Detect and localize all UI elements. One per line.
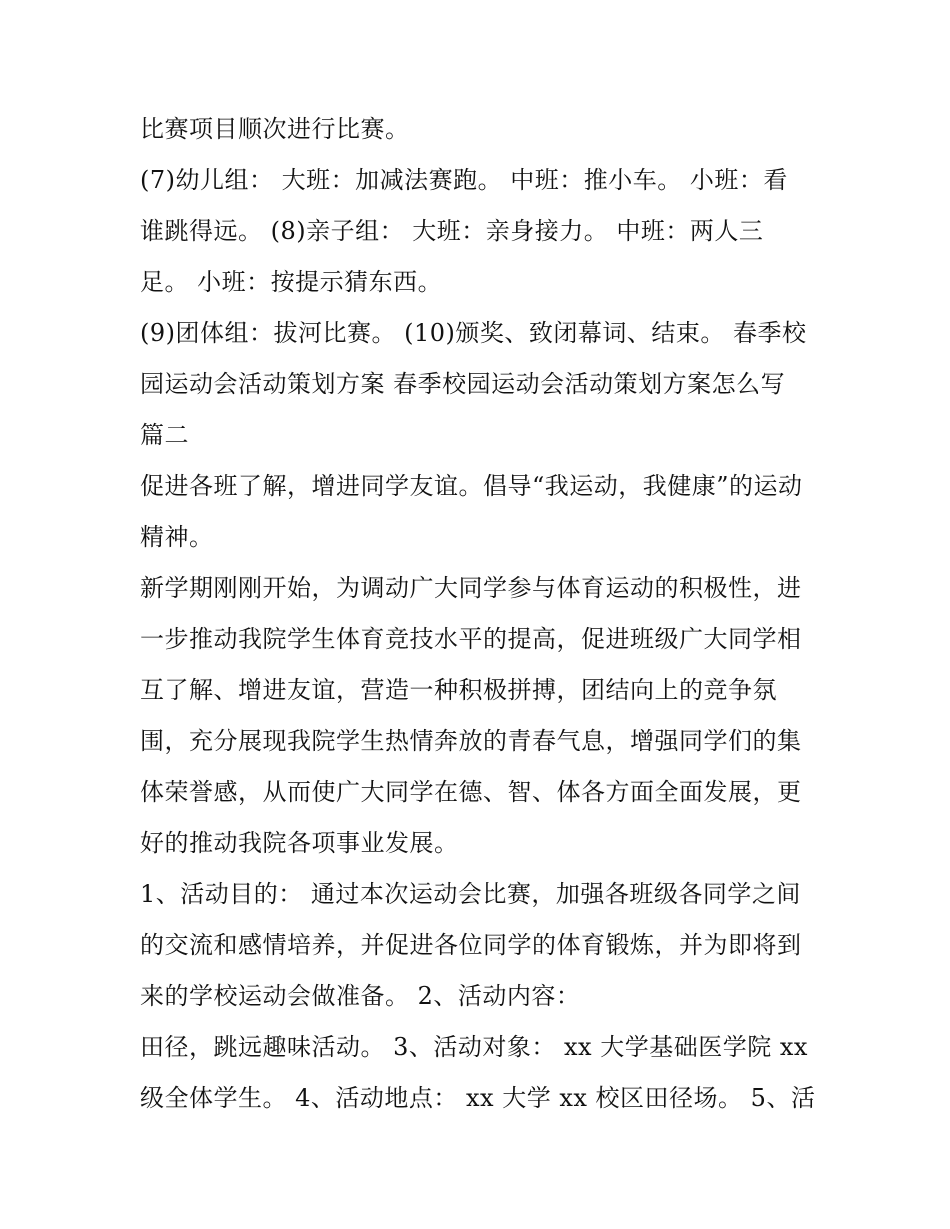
text-line: 围，充分展现我院学生热情奔放的青春气息，增强同学们的集	[140, 727, 802, 755]
text-line: 篇二	[140, 421, 189, 449]
text-line: 来的学校运动会做准备。 2、活动内容：	[140, 982, 581, 1010]
text-line: 新学期刚刚开始，为调动广大同学参与体育运动的积极性，进	[140, 574, 802, 602]
text-line: (9)团体组：拔河比赛。 (10)颁奖、致闭幕词、结束。 春季校	[140, 319, 807, 347]
text-line: 足。 小班：按提示猜东西。	[140, 268, 443, 296]
text-line: 好的推动我院各项事业发展。	[140, 829, 459, 857]
text-line: 比赛项目顺次进行比赛。	[140, 115, 410, 143]
text-line: 园运动会活动策划方案 春季校园运动会活动策划方案怎么写	[140, 370, 786, 398]
text-line: 体荣誉感，从而使广大同学在德、智、体各方面全面发展，更	[140, 778, 802, 806]
text-line: 精神。	[140, 523, 214, 551]
text-line: 1、活动目的： 通过本次运动会比赛，加强各班级各同学之间	[140, 880, 801, 908]
text-line: 一步推动我院学生体育竞技水平的提高，促进班级广大同学相	[140, 625, 802, 653]
text-line: 田径，跳远趣味活动。 3、活动对象： xx 大学基础医学院 xx	[140, 1033, 808, 1061]
text-line: 的交流和感情培养，并促进各位同学的体育锻炼，并为即将到	[140, 931, 802, 959]
text-line: 互了解、增进友谊，营造一种积极拼搏，团结向上的竞争氛	[140, 676, 777, 704]
text-line: 促进各班了解，增进同学友谊。倡导“我运动，我健康”的运动	[140, 472, 803, 500]
text-line: 级全体学生。 4、活动地点： xx 大学 xx 校区田径场。 5、活	[140, 1084, 816, 1112]
text-line: 谁跳得远。 (8)亲子组： 大班：亲身接力。 中班：两人三	[140, 217, 764, 245]
text-line: (7)幼儿组： 大班：加减法赛跑。 中班：推小车。 小班：看	[140, 166, 788, 194]
